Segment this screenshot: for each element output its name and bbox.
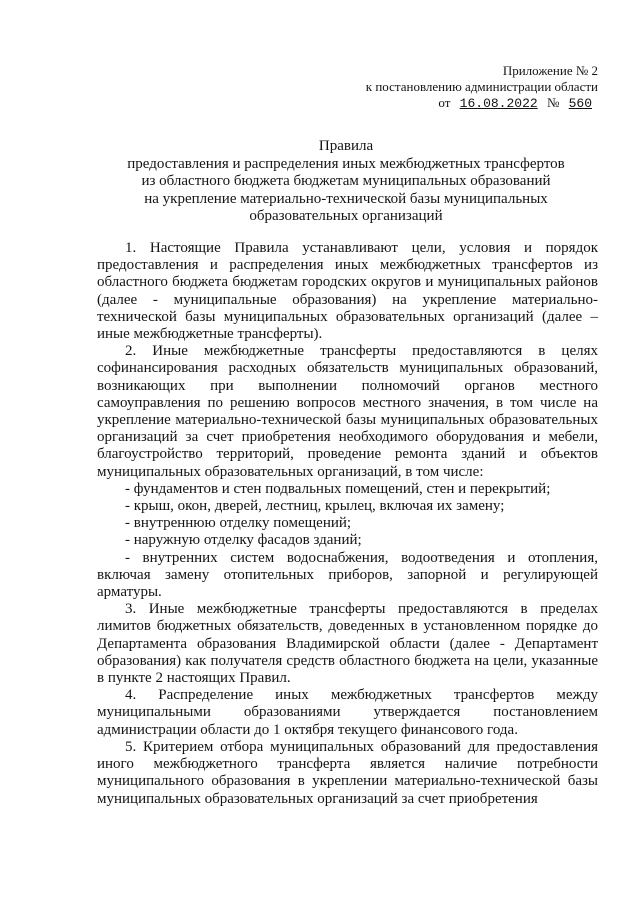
list-item: - наружную отделку фасадов зданий; bbox=[125, 532, 362, 549]
list-item: - фундаментов и стен подвальных помещений, стен и перекрытий; bbox=[125, 480, 551, 497]
heading-line: на укрепление материально-технической базы муниципальных bbox=[144, 190, 548, 207]
heading-line: предоставления и распределения иных межбюджетных трансфертов bbox=[127, 155, 565, 172]
document-body bbox=[97, 240, 598, 808]
document-heading bbox=[96, 138, 596, 226]
paragraph-3: 3. Иные межбюджетные трансферты предоставляются в пределах лимитов бюджетных обязательств, доведенных в установленном порядке до Департамента образования Владимирской области (далее - Департамент образования) как получателя средств областного бюджета на цели, указанные в пункте 2 настоящих Правил. bbox=[97, 601, 598, 687]
number-sign: № bbox=[546, 95, 560, 110]
list-item: - внутреннюю отделку помещений; bbox=[125, 515, 352, 532]
decree-number: 560 bbox=[568, 96, 592, 111]
paragraph-5: 5. Критерием отбора муниципальных образований для предоставления иного межбюджетного трансферта является наличие потребности муниципального образования в укреплении материально-технической базы муниципальных образовательных организаций за счет приобретения bbox=[97, 738, 598, 807]
list-item: - внутренних систем водоснабжения, водоотведения и отопления, включая замену отопительных приборов, запорной и регулирующей арматуры. bbox=[97, 549, 598, 601]
appendix-header bbox=[338, 63, 598, 112]
paragraph-4: 4. Распределение иных межбюджетных трансфертов между муниципальными образованиями утверждается постановлением администрации области до 1 октября текущего финансового года. bbox=[97, 687, 598, 738]
appendix-title: Приложение № 2 bbox=[502, 63, 598, 78]
appendix-subtitle: к постановлению администрации области bbox=[365, 79, 598, 94]
heading-title: Правила bbox=[318, 138, 374, 154]
date-prefix: от bbox=[438, 95, 451, 110]
heading-line: из областного бюджета бюджетам муниципальных образований bbox=[141, 173, 551, 189]
decree-date: 16.08.2022 bbox=[459, 96, 538, 111]
heading-line: образовательных организаций bbox=[249, 208, 443, 224]
appendix-date-line bbox=[338, 95, 598, 112]
list-item: - крыш, окон, дверей, лестниц, крылец, включая их замену; bbox=[125, 498, 505, 515]
paragraph-1: 1. Настоящие Правила устанавливают цели, условия и порядок предоставления и распределения иных межбюджетных трансфертов из областного бюджета бюджетам городских округов и муниципальных районов (далее - муниципальные образования) на укрепление материально-технической базы муниципальных образовательных организаций (далее – иные межбюджетные трансферты). bbox=[97, 240, 598, 343]
paragraph-2: 2. Иные межбюджетные трансферты предоставляются в целях софинансирования расходных обязательств муниципальных образований, возникающих при выполнении полномочий органов местного самоуправления по решению вопросов местного значения, в том числе на укрепление материально-технической базы муниципальных образовательных организаций за счет приобретения необходимого оборудования и мебели, благоустройство территорий, проведение ремонта зданий и объектов муниципальных образовательных организаций, в том числе: bbox=[97, 343, 598, 480]
